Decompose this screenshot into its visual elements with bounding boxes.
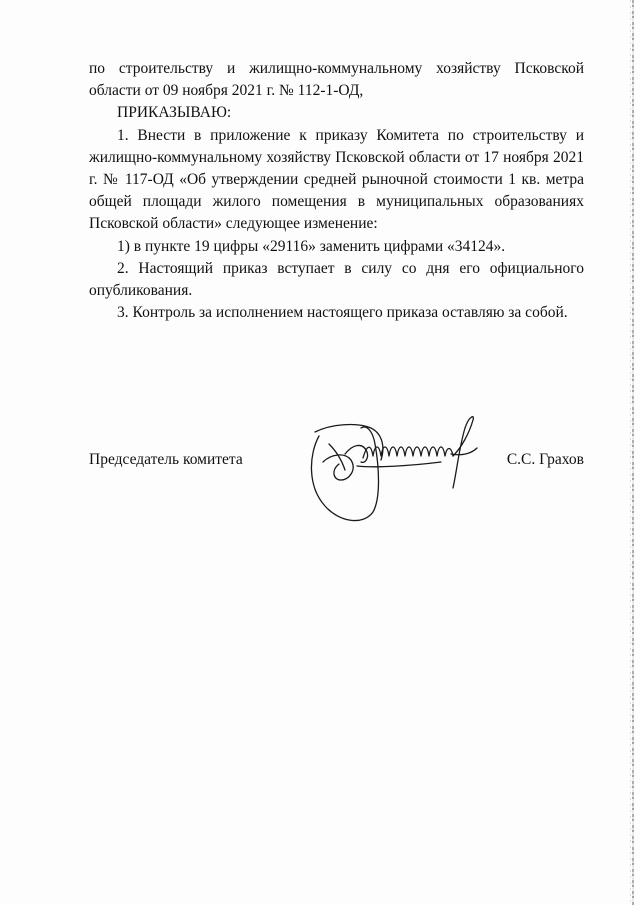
paragraph-order-heading: ПРИКАЗЫВАЮ: bbox=[117, 104, 232, 122]
handwritten-signature bbox=[301, 414, 501, 534]
paragraph-subitem-1: 1) в пункте 19 цифры «29116» заменить цифрами «34124». bbox=[117, 237, 506, 255]
paragraph-item-1: 1. Внести в приложение к приказу Комитета по строительству и жилищно-коммунальному хозяйству Псковской области от 17 ноября 2021 г. № 117-ОД «Об утверждении средней рыночной стоимости 1 кв. метра общей площади жилого помещения в муниципальных образованиях Псковской области» следующее изменение: bbox=[89, 126, 584, 233]
document-body bbox=[89, 58, 584, 324]
scan-edge-shadow bbox=[630, 0, 631, 905]
paragraph-item-3: 3. Контроль за исполнением настоящего приказа оставляю за собой. bbox=[117, 304, 568, 322]
scan-edge bbox=[632, 0, 634, 905]
signatory-position: Председатель комитета bbox=[89, 451, 243, 468]
paragraph-item-2: 2. Настоящий приказ вступает в силу со дня его официального опубликования. bbox=[89, 259, 584, 300]
paragraph-basis: по строительству и жилищно-коммунальному хозяйству Псковской области от 09 ноября 2021 г. № 112-1-ОД, bbox=[89, 60, 584, 100]
signatory-name: С.С. Грахов bbox=[506, 451, 584, 468]
signature-block bbox=[89, 438, 584, 528]
